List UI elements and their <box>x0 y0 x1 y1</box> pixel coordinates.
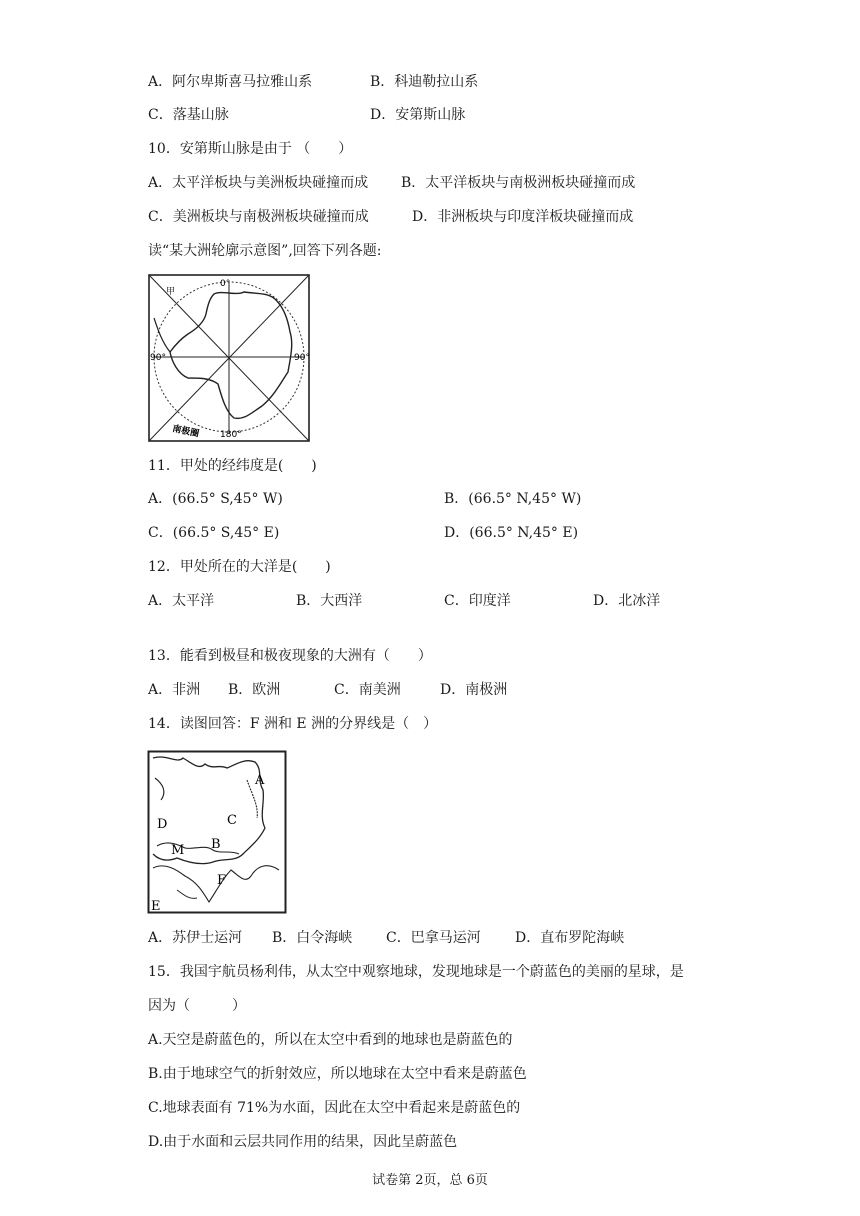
q10-option-c: C．美洲板块与南极洲板块碰撞而成 <box>148 209 369 225</box>
map2-label-b: B <box>211 837 221 852</box>
q9-option-b: B．科迪勒拉山系 <box>370 74 479 90</box>
map1-label-90-right: 90° <box>294 353 310 363</box>
q12-option-a: A．太平洋 <box>148 593 215 609</box>
map2-label-e: E <box>151 899 161 914</box>
q14-option-a: A．苏伊士运河 <box>148 930 243 946</box>
continents-map <box>147 750 287 914</box>
map1-label-0: 0° <box>220 279 231 289</box>
q15-option-d: D.由于水面和云层共同作用的结果，因此呈蔚蓝色 <box>148 1134 458 1150</box>
q15-option-c: C.地球表面有 71%为水面，因此在太空中看起来是蔚蓝色的 <box>148 1100 521 1116</box>
q12-option-d: D．北冰洋 <box>593 593 661 609</box>
q11-option-d: D．(66.5° N,45° E) <box>444 525 579 541</box>
q11-option-b: B．(66.5° N,45° W) <box>444 491 582 507</box>
antarctica-outline-map <box>148 274 310 442</box>
q12-stem: 12．甲处所在的大洋是( ) <box>148 559 331 575</box>
q15-stem-line2: 因为（ ） <box>148 998 246 1014</box>
q13-option-c: C．南美洲 <box>334 682 401 698</box>
q14-stem: 14．读图回答：F 洲和 E 洲的分界线是（ ） <box>148 716 438 732</box>
map2-label-a: A <box>255 773 265 788</box>
q15-option-b: B.由于地球空气的折射效应，所以地球在太空中看来是蔚蓝色 <box>148 1066 527 1082</box>
q10-stem: 10．安第斯山脉是由于 （ ） <box>148 141 353 157</box>
q11-stem: 11．甲处的经纬度是( ) <box>148 458 317 474</box>
map2-label-d: D <box>157 817 168 832</box>
q13-option-d: D．南极洲 <box>440 682 508 698</box>
q12-option-b: B．大西洋 <box>296 593 363 609</box>
map1-label-180: 180° <box>220 430 242 440</box>
q12-option-c: C．印度洋 <box>444 593 511 609</box>
read-intro: 读“某大洲轮廓示意图”,回答下列各题: <box>148 243 382 259</box>
q14-option-d: D．直布罗陀海峡 <box>515 930 625 946</box>
q14-option-c: C．巴拿马运河 <box>386 930 481 946</box>
q9-option-c: C．落基山脉 <box>148 107 229 123</box>
q15-option-a: A.天空是蔚蓝色的，所以在太空中看到的地球也是蔚蓝色的 <box>148 1032 513 1048</box>
q10-option-b: B．太平洋板块与南极洲板块碰撞而成 <box>401 175 636 191</box>
map2-label-f: F <box>217 873 227 888</box>
q14-option-b: B．白令海峡 <box>272 930 353 946</box>
map2-label-c: C <box>227 813 237 828</box>
q13-stem: 13．能看到极昼和极夜现象的大洲有（ ） <box>148 648 432 664</box>
q11-option-a: A．(66.5° S,45° W) <box>148 491 283 507</box>
q9-option-a: A．阿尔卑斯喜马拉雅山系 <box>148 74 313 90</box>
map2-label-m: M <box>171 843 185 858</box>
map1-label-90-left: 90° <box>150 353 166 363</box>
q10-option-d: D．非洲板块与印度洋板块碰撞而成 <box>412 209 634 225</box>
q10-option-a: A．太平洋板块与美洲板块碰撞而成 <box>148 175 369 191</box>
q9-option-d: D．安第斯山脉 <box>370 107 466 123</box>
q13-option-b: B．欧洲 <box>228 682 281 698</box>
page-footer: 试卷第 2页，总 6页 <box>372 1173 488 1188</box>
q13-option-a: A．非洲 <box>148 682 201 698</box>
map1-label-jia: 甲 <box>166 287 176 297</box>
map1-label-antarctic-circle: 南极圈 <box>171 424 200 440</box>
q15-stem-line1: 15．我国宇航员杨利伟，从太空中观察地球，发现地球是一个蔚蓝色的美丽的星球，是 <box>148 964 684 980</box>
q11-option-c: C．(66.5° S,45° E) <box>148 525 280 541</box>
